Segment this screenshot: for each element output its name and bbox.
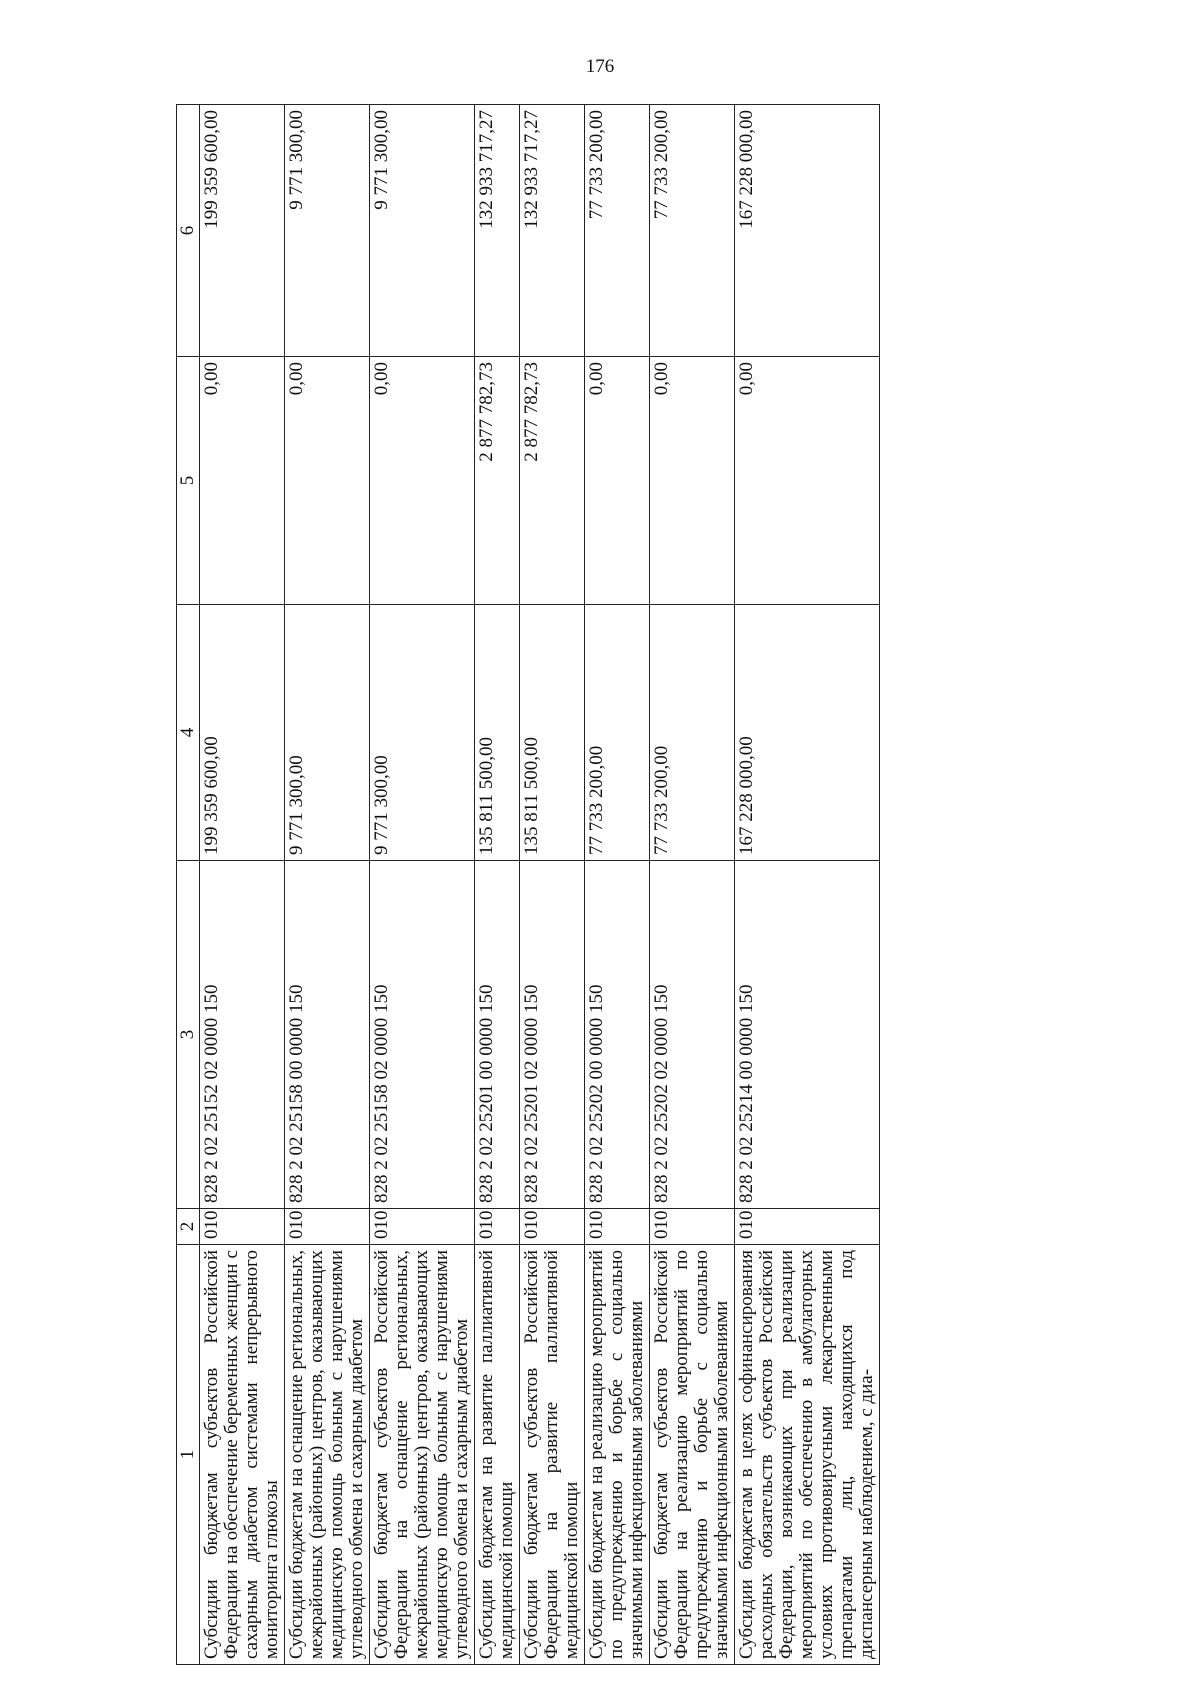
row-code: 828 2 02 25202 00 0000 150	[585, 861, 650, 1209]
row-name: Субсидии бюджетам субъектов Российской Федерации на реализацию мероприятий по предупреждению и борьбе с социально значимыми инфекционными заболеваниями	[650, 1245, 735, 1665]
header-col-6: 6	[177, 105, 200, 357]
row-col5: 0,00	[370, 357, 475, 605]
header-col-1: 1	[177, 1245, 200, 1665]
row-col2: 010	[585, 1209, 650, 1245]
header-col-2: 2	[177, 1209, 200, 1245]
row-col5: 0,00	[200, 357, 285, 605]
row-col4: 9 771 300,00	[285, 605, 370, 861]
row-col2: 010	[520, 1209, 585, 1245]
row-name: Субсидии бюджетам субъектов Российской Федерации на обеспечение беременных женщин с сахарным диабетом системами непрерывного мониторинга глюкозы	[200, 1245, 285, 1665]
row-code: 828 2 02 25201 00 0000 150	[475, 861, 520, 1209]
page-number: 176	[585, 56, 615, 77]
row-name: Субсидии бюджетам субъектов Российской Федерации на оснащение региональных, межрайонных (районных) центров, оказывающих медицинскую помощь больным с нарушениями углеводного обмена и сахарным диабетом	[370, 1245, 475, 1665]
row-col6: 77 733 200,00	[650, 105, 735, 357]
header-col-5: 5	[177, 357, 200, 605]
row-col4: 77 733 200,00	[585, 605, 650, 861]
row-name: Субсидии бюджетам на реализацию мероприятий по предупреждению и борьбе с социально значимыми инфекционными заболеваниями	[585, 1245, 650, 1665]
row-col5: 2 877 782,73	[520, 357, 585, 605]
header-col-4: 4	[177, 605, 200, 861]
row-col2: 010	[650, 1209, 735, 1245]
row-col6: 199 359 600,00	[200, 105, 285, 357]
row-col2: 010	[370, 1209, 475, 1245]
row-col4: 77 733 200,00	[650, 605, 735, 861]
row-col6: 167 228 000,00	[735, 105, 880, 357]
table-row	[520, 105, 585, 1665]
row-code: 828 2 02 25214 00 0000 150	[735, 861, 880, 1209]
row-col6: 9 771 300,00	[285, 105, 370, 357]
row-col2: 010	[475, 1209, 520, 1245]
row-col6: 77 733 200,00	[585, 105, 650, 357]
table-row	[735, 105, 880, 1665]
row-col5: 0,00	[285, 357, 370, 605]
header-col-3: 3	[177, 861, 200, 1209]
row-col4: 135 811 500,00	[520, 605, 585, 861]
row-col5: 0,00	[650, 357, 735, 605]
row-name: Субсидии бюджетам субъектов Российской Федерации на развитие паллиативной медицинской помощи	[520, 1245, 585, 1665]
row-code: 828 2 02 25202 02 0000 150	[650, 861, 735, 1209]
row-col2: 010	[285, 1209, 370, 1245]
table-row	[200, 105, 285, 1665]
table-row	[370, 105, 475, 1665]
row-col6: 9 771 300,00	[370, 105, 475, 357]
row-code: 828 2 02 25158 02 0000 150	[370, 861, 475, 1209]
row-code: 828 2 02 25158 00 0000 150	[285, 861, 370, 1209]
row-name: Субсидии бюджетам в целях софинансирования расходных обязательств субъектов Российской Федерации, возникающих при реализации мероприятий по обеспечению в амбулаторных условиях противовирусными лекарственными препаратами лиц, находящихся под диспансерным наблюдением, с диа-	[735, 1245, 880, 1665]
row-col2: 010	[200, 1209, 285, 1245]
row-col5: 2 877 782,73	[475, 357, 520, 605]
row-col4: 9 771 300,00	[370, 605, 475, 861]
table-header-row	[177, 105, 200, 1665]
table-row	[650, 105, 735, 1665]
row-col6: 132 933 717,27	[520, 105, 585, 357]
row-code: 828 2 02 25201 02 0000 150	[520, 861, 585, 1209]
row-col4: 135 811 500,00	[475, 605, 520, 861]
table-row	[585, 105, 650, 1665]
row-col5: 0,00	[735, 357, 880, 605]
row-name: Субсидии бюджетам на оснащение региональных, межрайонных (районных) центров, оказывающих медицинскую помощь больным с нарушениями углеводного обмена и сахарным диабетом	[285, 1245, 370, 1665]
row-col5: 0,00	[585, 357, 650, 605]
row-col6: 132 933 717,27	[475, 105, 520, 357]
table-row	[475, 105, 520, 1665]
row-code: 828 2 02 25152 02 0000 150	[200, 861, 285, 1209]
budget-table-rotated	[176, 105, 1036, 1665]
table-row	[285, 105, 370, 1665]
row-col4: 199 359 600,00	[200, 605, 285, 861]
row-name: Субсидии бюджетам на развитие паллиативной медицинской помощи	[475, 1245, 520, 1665]
budget-table	[176, 104, 880, 1665]
row-col2: 010	[735, 1209, 880, 1245]
row-col4: 167 228 000,00	[735, 605, 880, 861]
